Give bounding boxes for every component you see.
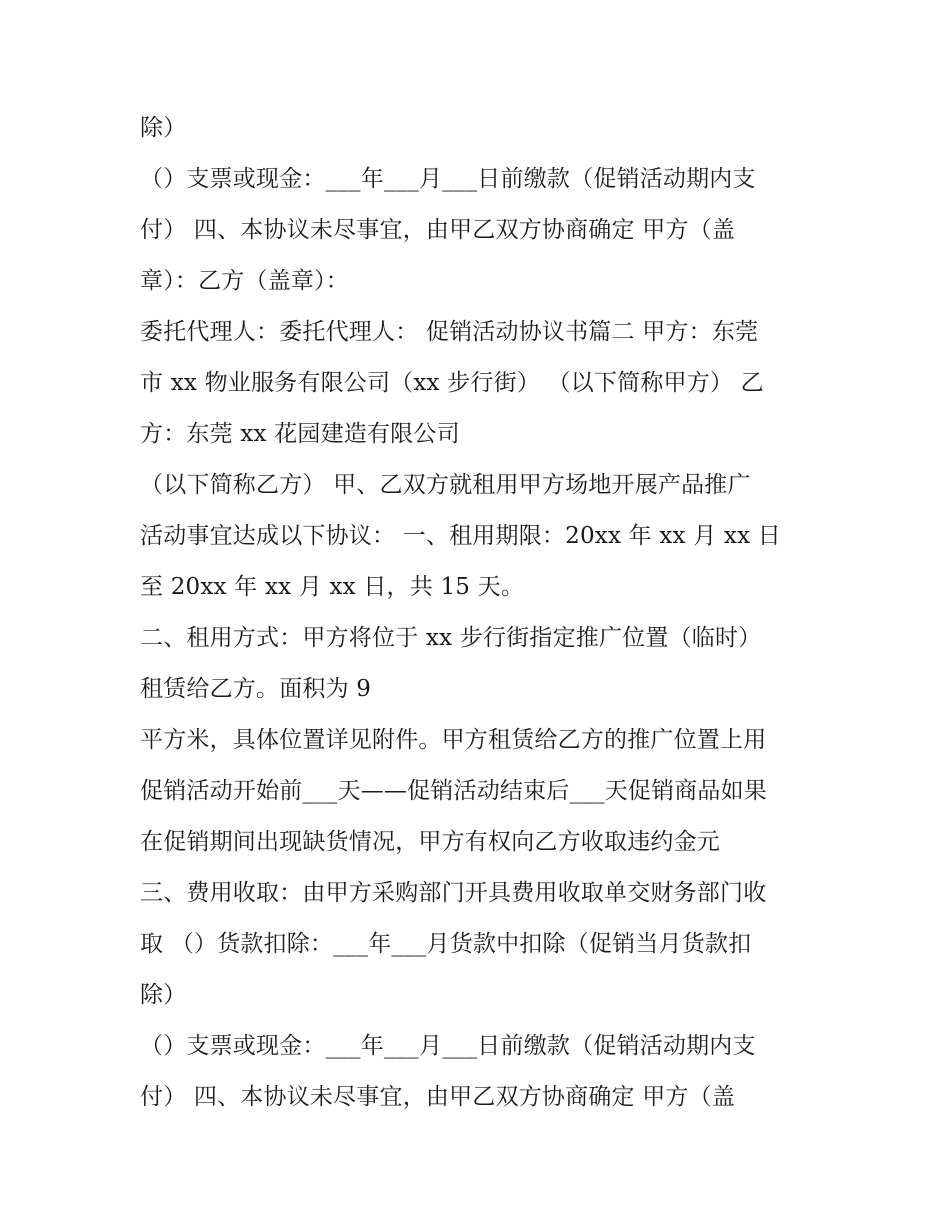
text-line: 除） <box>140 982 187 1008</box>
text-line: 平方米，具体位置详见附件。甲方租赁给乙方的推广位置上用 <box>140 727 767 753</box>
text-line: 活动事宜达成以下协议： 一、租用期限：20xx 年 xx 月 xx 日 <box>140 523 781 549</box>
text-line: 市 xx 物业服务有限公司（xx 步行街） （以下简称甲方） 乙 <box>140 370 764 396</box>
text-line: 三、费用收取：由甲方采购部门开具费用收取单交财务部门收 <box>140 880 767 906</box>
text-line: 取 （）货款扣除：___年___月货款中扣除（促销当月货款扣 <box>140 931 752 957</box>
text-line: （）支票或现金：___年___月___日前缴款（促销活动期内支 <box>140 1033 756 1059</box>
text-line: 二、租用方式：甲方将位于 xx 步行街指定推广位置（临时） <box>140 625 762 651</box>
text-line: 租赁给乙方。面积为 9 <box>140 676 372 702</box>
text-line: 方：东莞 xx 花园建造有限公司 <box>140 421 460 447</box>
text-line: （以下简称乙方） 甲、乙双方就租用甲方场地开展产品推广 <box>140 472 751 498</box>
document-body <box>140 103 830 1123</box>
text-line: 委托代理人：委托代理人： 促销活动协议书篇二 甲方：东莞 <box>140 319 759 345</box>
text-line: 促销活动开始前___天——促销活动结束后___天促销商品如果 <box>140 778 767 804</box>
text-line: 在促销期间出现缺货情况，甲方有权向乙方收取违约金元 <box>140 829 720 855</box>
text-line: 章）：乙方（盖章）： <box>140 268 349 294</box>
text-line: 除） <box>140 115 187 141</box>
text-line: 至 20xx 年 xx 月 xx 日，共 15 天。 <box>140 574 525 600</box>
text-line: 付） 四、本协议未尽事宜，由甲乙双方协商确定 甲方（盖 <box>140 217 736 243</box>
text-line: （）支票或现金：___年___月___日前缴款（促销活动期内支 <box>140 166 756 192</box>
text-line: 付） 四、本协议未尽事宜，由甲乙双方协商确定 甲方（盖 <box>140 1084 736 1110</box>
